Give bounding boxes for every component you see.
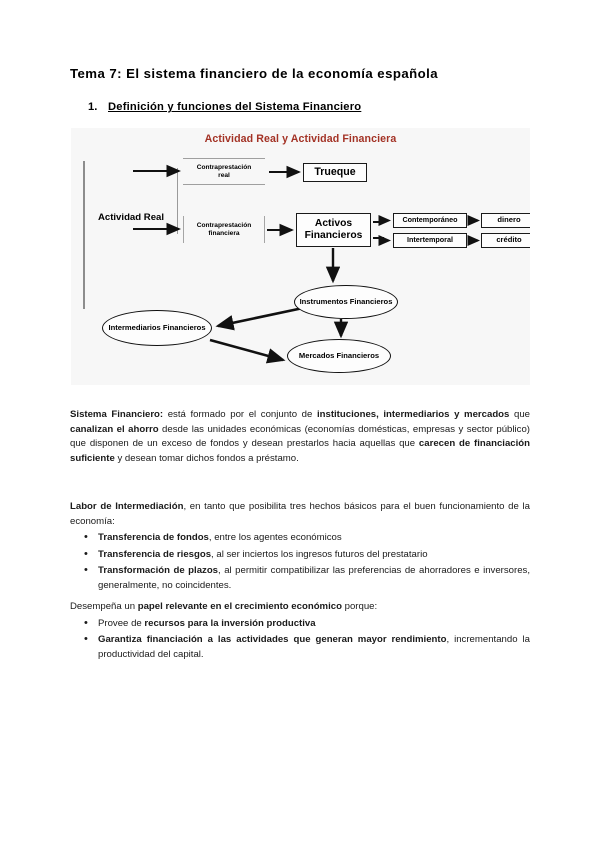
p2-bullet-1-rest: , al ser inciertos los ingresos futuros del prestatario [211,548,428,560]
labor-bullet-list [70,531,530,593]
list-item [98,617,530,632]
figure-node-activos-line1: Activos [314,218,353,230]
paragraph-papel-intro [70,600,530,615]
paragraph-papel-relevante [70,600,530,662]
figure-ellipse-mercados-line2: Financieros [336,351,380,361]
p2-bullet-2-rest: , al permitir compatibilizar las preferencias de ahorradores e inversores, generalmente, no coincidentes. [98,565,531,591]
paragraph-sistema-financiero-text [70,408,530,466]
figure-ellipse-instrumentos-financieros [294,285,398,319]
figure-node-contraprestacion-financiera [183,216,265,243]
figure-root-label-line2: Real [143,212,165,223]
list-item [98,548,530,563]
section-number: 1. [88,101,98,113]
p3-b1: papel relevante en el crecimiento económico [137,601,342,612]
paragraph-labor-intermediacion [70,500,530,593]
figure-node-contraprestacion-financiera-line1: Contraprestación [196,221,252,229]
p1-t4: y desean tomar dichos fondos a préstamo. [114,452,299,464]
p1-t1: está formado por el conjunto de [163,409,317,420]
p1-t2: que [509,409,530,420]
p2-bullet-0-bold: Transferencia de fondos [98,532,209,544]
figure-ellipse-mercados-line1: Mercados [298,351,335,361]
figure-node-activos-line2: Financieros [304,230,363,241]
figure-ellipse-intermediarios-line1: Intermediarios [108,323,161,333]
figure-node-credito: crédito [481,233,530,248]
p3-bullet-0-pre: Provee de [98,617,145,629]
figure-node-contemporaneo: Contemporáneo [393,213,467,228]
paragraph-labor-intro [70,500,530,529]
list-item [98,633,530,662]
p2-lead: Labor de Intermediación [70,501,184,512]
p3-bullet-1-bold: Garantiza financiación a las actividades que generan mayor rendimiento [98,634,447,646]
p2-t1: , en tanto que posibilita tres hechos básicos para el buen funcionamiento de la economía: [70,501,530,527]
p1-t3: desde las unidades económicas (economías domésticas, empresas y sector público) que disponen de un exceso de fondos y desean prestarlos hacia aquellas que [70,423,530,450]
p3-bullet-0-bold: recursos para la inversión productiva [144,617,316,629]
p1-b1: instituciones, intermediarios y mercados [316,409,510,420]
p1-b3: carecen de financiación suficiente [70,438,531,464]
figure-title: Actividad Real y Actividad Financiera [204,133,397,145]
page-title: Tema 7: El sistema financiero de la economía española [70,66,439,81]
p3-bullet-1-rest: , incrementando la productividad del capital. [98,634,530,660]
paragraph-sistema-financiero [70,408,530,466]
figure-ellipse-mercados-financieros [287,339,391,373]
figure-node-trueque: Trueque [303,163,367,182]
figure-node-contraprestacion-financiera-line2: financiera [208,229,240,237]
figure-ellipse-intermediarios-financieros [102,310,212,346]
p2-bullet-1-bold: Transferencia de riesgos [98,548,212,560]
p2-bullet-0-rest: , entre los agentes económicos [208,532,342,544]
figure-ellipse-instrumentos-line1: Instrumentos [299,297,348,307]
p1-lead: Sistema Financiero: [70,409,164,420]
figure-node-contraprestacion-real [183,158,265,185]
p3-t1: Desempeña un [70,601,138,612]
p3-t2: porque: [341,601,378,612]
p2-bullet-2-bold: Transformación de plazos [98,565,219,577]
figure-root-label [91,212,171,224]
figure-node-contraprestacion-real-line1: Contraprestación [196,163,252,171]
figure-ellipse-instrumentos-line2: Financieros [349,297,393,307]
figure-node-activos-financieros [296,213,371,247]
figure-left-bracket-line [83,161,85,309]
section-heading [88,101,361,113]
figure-branch-spine [177,168,178,234]
figure-node-dinero: dinero [481,213,530,228]
p1-b2: canalizan el ahorro [70,423,159,435]
papel-bullet-list [70,617,530,663]
list-item [98,564,530,593]
figure-actividad-real-financiera [71,128,530,385]
figure-root-label-line1: Actividad [97,212,142,223]
figure-node-contraprestacion-real-line2: real [218,171,230,179]
list-item [98,531,530,546]
section-label: Definición y funciones del Sistema Financiero [108,101,362,113]
figure-node-intertemporal: Intertemporal [393,233,467,248]
figure-ellipse-intermediarios-line2: Financieros [162,323,206,333]
